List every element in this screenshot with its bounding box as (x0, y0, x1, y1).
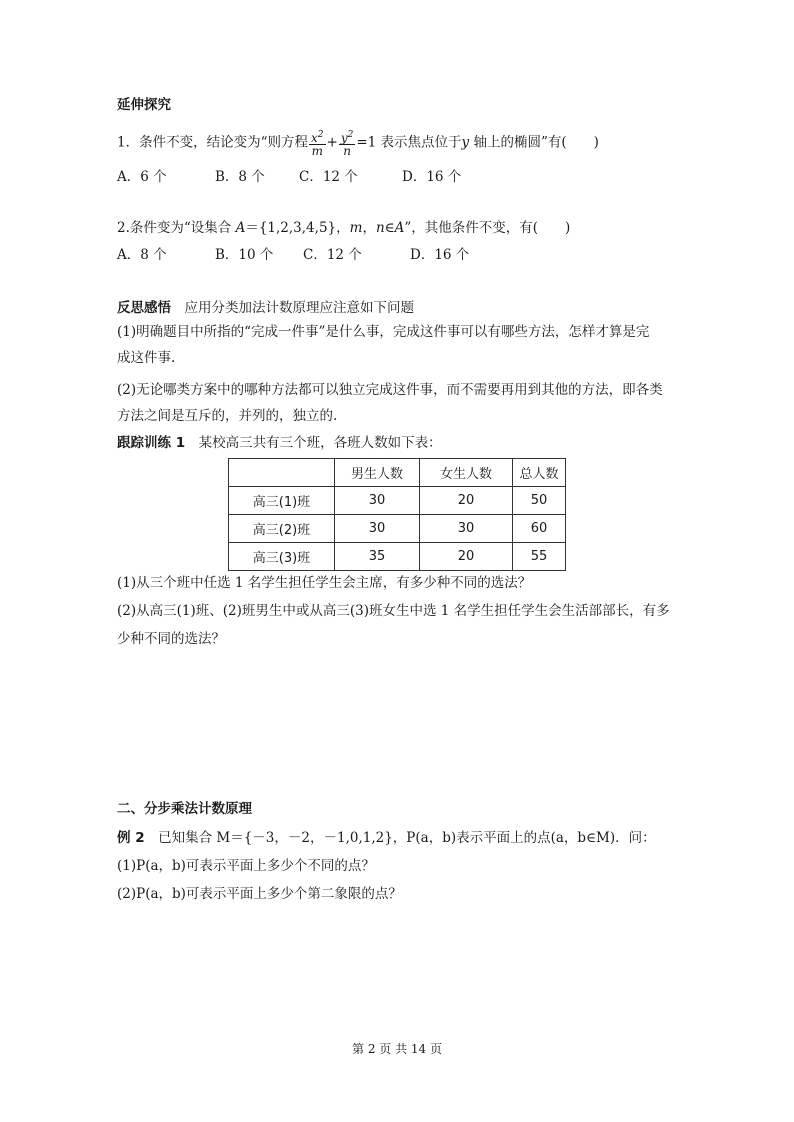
training-question-1: (1)从三个班中任选 1 名学生担任学生会主席，有多少种不同的选法？ (117, 575, 532, 591)
table-cell: 高三(2)班 (229, 515, 335, 543)
training-intro (117, 433, 442, 453)
table-cell: 30 (335, 515, 420, 543)
reflection-intro (117, 298, 414, 318)
table-header-cell: 男生人数 (335, 459, 420, 487)
table-cell: 35 (335, 543, 420, 571)
training-heading: 跟踪训练 1 (117, 435, 186, 451)
q2-set-var-2: A (394, 220, 405, 236)
q1-var-y: y (461, 134, 470, 151)
q1-suffix-b: 轴上的椭圆”有( ) (469, 134, 599, 151)
reflection-point-1-line-1: (1)明确题目中所指的“完成一件事”是什么事，完成这件事可以有哪些方法，怎样才算是完 (117, 324, 650, 340)
example-question-2: (2)P(a，b)可表示平面上多少个第二象限的点？ (117, 886, 402, 902)
option-a: A．6 个 (117, 169, 167, 185)
reflection-point-2-line-1: (2)无论哪类方案中的哪种方法都可以独立完成这件事，而不需要再用到其他的方法，即各类 (117, 382, 663, 398)
table-row (229, 515, 566, 543)
table-header-row (229, 459, 566, 487)
table-cell: 高三(1)班 (229, 487, 335, 515)
reflection-intro-text: 应用分类加法计数原理应注意如下问题 (171, 300, 414, 316)
option-c: C．12 个 (299, 169, 358, 185)
extend-q1-options (117, 167, 461, 187)
extend-question-2 (117, 218, 570, 238)
option-d: D．16 个 (410, 247, 470, 263)
option-b: B．10 个 (215, 247, 274, 263)
reflection-point-1-line-2: 成这件事. (117, 350, 176, 366)
reflection-heading: 反思感悟 (117, 300, 171, 316)
table-cell: 20 (420, 543, 513, 571)
extend-question-1 (117, 129, 599, 157)
table-cell: 30 (335, 487, 420, 515)
training-intro-text: 某校高三共有三个班，各班人数如下表： (185, 435, 442, 451)
table-cell: 高三(3)班 (229, 543, 335, 571)
example-2 (117, 828, 656, 848)
q2-in-symbol: ∈ (384, 220, 395, 236)
table-row (229, 543, 566, 571)
table-cell: 60 (513, 515, 566, 543)
section-heading-extend: 延伸探究 (117, 97, 171, 113)
table-header-cell: 总人数 (513, 459, 566, 487)
q2-suffix: ”，其他条件不变，有( ) (404, 220, 571, 236)
table-cell: 30 (420, 515, 513, 543)
table-cell: 20 (420, 487, 513, 515)
option-b: B．8 个 (215, 169, 265, 185)
q1-suffix-a: =1 表示焦点位于 (356, 134, 462, 151)
q2-prefix: 2.条件变为“设集合 (117, 220, 236, 236)
fraction-x2-over-m: $\frac{x^2}{m}$ (311, 130, 324, 158)
q2-comma: ， (362, 220, 376, 236)
training-question-2-line-1: (2)从高三(1)班、(2)班男生中或从高三(3)班女生中选 1 名学生担任学生会生活部部长，有多 (117, 603, 670, 619)
class-size-table (228, 458, 566, 571)
example-text: 已知集合 M＝{－3，－2，－1,0,1,2}，P(a，b)表示平面上的点(a，b∈M)．问： (144, 830, 656, 846)
table-row (229, 487, 566, 515)
option-d: D．16 个 (402, 169, 462, 185)
q2-set-body: ＝{1,2,3,4,5}， (245, 220, 350, 236)
table-header-cell: 女生人数 (420, 459, 513, 487)
q2-var-n: n (375, 220, 385, 236)
table-header-cell (229, 459, 335, 487)
q2-var-m: m (349, 220, 363, 236)
plus-sign: + (326, 134, 338, 151)
q2-set-var: A (235, 220, 246, 236)
example-question-1: (1)P(a，b)可表示平面上多少个不同的点？ (117, 858, 375, 874)
section-heading-multiplication: 二、分步乘法计数原理 (117, 801, 252, 817)
example-label: 例 2 (117, 830, 145, 846)
fraction-y2-over-n: $\frac{y^2}{n}$ (340, 130, 354, 158)
option-c: C．12 个 (303, 247, 362, 263)
q1-prefix: 1．条件不变，结论变为“则方程 (117, 134, 308, 151)
table-cell: 50 (513, 487, 566, 515)
extend-q2-options (117, 245, 469, 265)
option-a: A．8 个 (117, 247, 167, 263)
table-cell: 55 (513, 543, 566, 571)
page-footer: 第 2 页 共 14 页 (352, 1042, 442, 1056)
reflection-point-2-line-2: 方法之间是互斥的，并列的，独立的. (117, 408, 338, 424)
training-question-2-line-2: 少种不同的选法？ (117, 631, 225, 647)
